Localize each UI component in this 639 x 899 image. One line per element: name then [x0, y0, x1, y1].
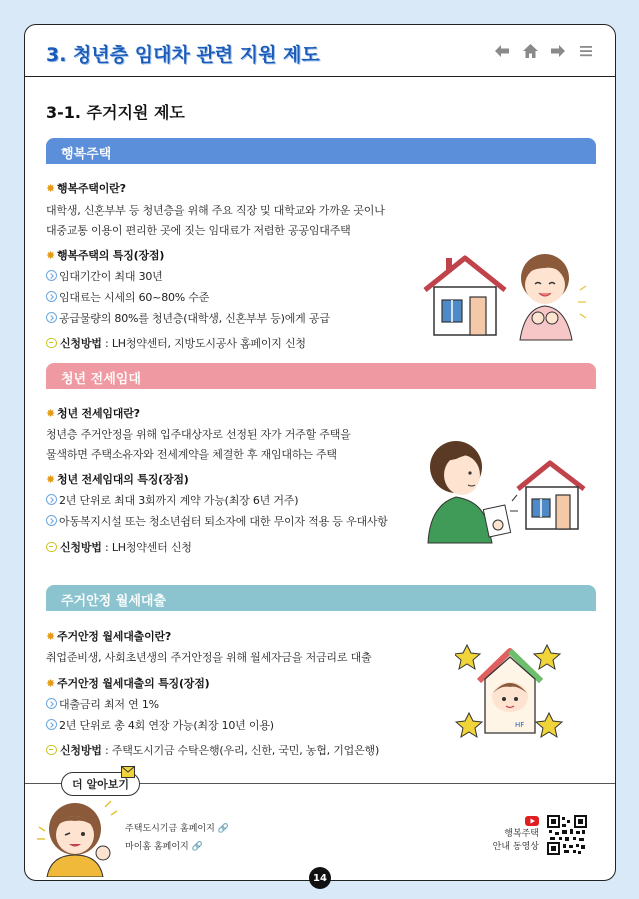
jeonse-desc-1: 청년층 주거안정을 위해 입주대상자로 선정된 자가 거주할 주택을	[46, 428, 351, 441]
happy-housing-apply: 신청방법 : LH청약센터, 지방도시공사 홈페이지 신청	[46, 335, 306, 351]
nav-bar	[493, 42, 595, 60]
happy-housing-feature: 공급물량의 80%를 청년층(대학생, 신혼부부 등)에게 공급	[46, 310, 330, 326]
home-icon[interactable]	[521, 42, 539, 60]
link-icon: 🔗	[191, 842, 203, 852]
myhome-homepage-link[interactable]: 마이홈 홈페이지 🔗	[125, 842, 203, 852]
star-bullet-icon: ✸	[46, 249, 56, 262]
chevron-circle-icon	[46, 719, 57, 730]
pill-bullet-icon	[46, 542, 57, 552]
arrow-left-icon[interactable]	[493, 42, 511, 60]
happy-housing-feat-title: ✸ 행복주택의 특징(장점)	[46, 249, 165, 262]
qr-code-icon[interactable]	[547, 815, 587, 855]
menu-icon[interactable]	[577, 42, 595, 60]
happy-housing-feature: 임대기간이 최대 30년	[46, 268, 163, 284]
house-girl-illustration	[420, 230, 590, 345]
envelope-icon	[121, 766, 135, 778]
svg-text:HF: HF	[515, 721, 525, 729]
band-monthly-rent-loan: 주거안정 월세대출	[46, 585, 596, 611]
happy-housing-what-title: ✸ 행복주택이란?	[46, 182, 126, 195]
star-bullet-icon: ✸	[46, 630, 56, 643]
more-info-badge: 더 알아보기	[61, 772, 140, 796]
pill-bullet-icon	[46, 338, 57, 348]
page-header	[25, 25, 615, 77]
chevron-circle-icon	[46, 494, 57, 505]
chapter-title: 3. 청년층 임대차 관련 지원 제도	[46, 44, 320, 66]
page-number: 14	[309, 867, 331, 889]
rent-loan-feature: 대출금리 최저 연 1%	[46, 696, 159, 712]
chevron-circle-icon	[46, 270, 57, 281]
happy-housing-desc-2: 대중교통 이용이 편리한 곳에 짓는 임대료가 저렴한 공공임대주택	[46, 224, 351, 237]
rent-loan-feat-title: ✸ 주거안정 월세대출의 특징(장점)	[46, 677, 210, 690]
rent-loan-feature: 2년 단위로 총 4회 연장 가능(최장 10년 이용)	[46, 717, 274, 733]
link-icon: 🔗	[217, 824, 229, 834]
section-title: 3-1. 주거지원 제도	[46, 103, 185, 122]
boy-house-illustration	[418, 425, 590, 545]
star-bullet-icon: ✸	[46, 182, 56, 195]
star-bullet-icon: ✸	[46, 677, 56, 690]
jeonse-feature: 2년 단위로 최대 3회까지 계약 가능(최장 6년 거주)	[46, 492, 298, 508]
pill-bullet-icon	[46, 745, 57, 755]
band-happy-housing: 행복주택	[46, 138, 596, 164]
rent-loan-desc-1: 취업준비생, 사회초년생의 주거안정을 위해 월세자금을 저금리로 대출	[46, 651, 372, 664]
rent-loan-what-title: ✸ 주거안정 월세대출이란?	[46, 630, 172, 643]
hf-homepage-link[interactable]: 주택도시기금 홈페이지 🔗	[125, 824, 229, 834]
jeonse-feature: 아동복지시설 또는 청소년쉼터 퇴소자에 대한 무이자 적용 등 우대사항	[46, 513, 388, 529]
chevron-circle-icon	[46, 515, 57, 526]
jeonse-apply: 신청방법 : LH청약센터 신청	[46, 539, 192, 555]
star-bullet-icon: ✸	[46, 407, 56, 420]
arrow-right-icon[interactable]	[549, 42, 567, 60]
chevron-circle-icon	[46, 291, 57, 302]
jeonse-feat-title: ✸ 청년 전세임대의 특징(장점)	[46, 473, 189, 486]
girl-mascot-illustration	[35, 797, 120, 877]
chevron-circle-icon	[46, 312, 57, 323]
rent-loan-apply: 신청방법 : 주택도시기금 수탁은행(우리, 신한, 국민, 농협, 기업은행)	[46, 742, 379, 758]
band-youth-jeonse: 청년 전세임대	[46, 363, 596, 389]
jeonse-what-title: ✸ 청년 전세임대란?	[46, 407, 140, 420]
page-card	[24, 24, 616, 881]
mascot-house-illustration	[455, 637, 565, 742]
jeonse-desc-2: 물색하면 주택소유자와 전세계약을 체결한 후 재임대하는 주택	[46, 448, 337, 461]
qr-caption: 행복주택 안내 동영상	[492, 829, 539, 852]
happy-housing-feature: 임대료는 시세의 60~80% 수준	[46, 289, 209, 305]
youtube-icon	[525, 816, 539, 826]
star-bullet-icon: ✸	[46, 473, 56, 486]
chevron-circle-icon	[46, 698, 57, 709]
happy-housing-desc-1: 대학생, 신혼부부 등 청년층을 위해 주요 직장 및 대학교와 가까운 곳이나	[46, 204, 385, 217]
